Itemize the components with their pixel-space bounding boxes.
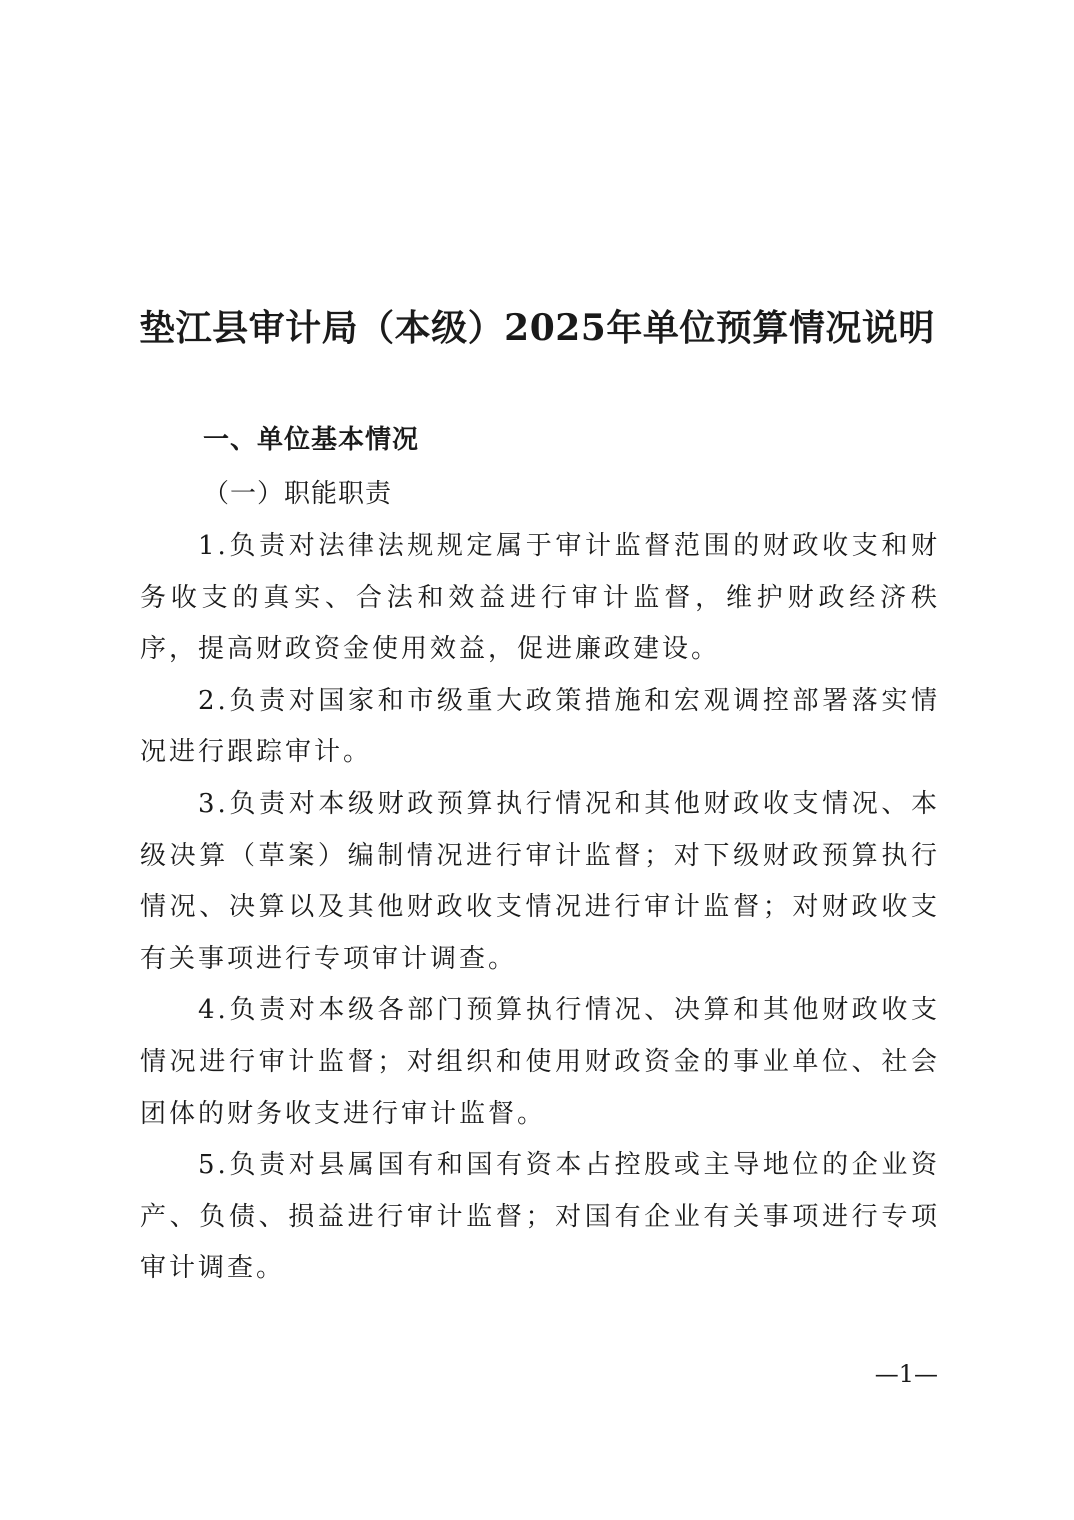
paragraph-5: 5.负责对县属国有和国有资本占控股或主导地位的企业资产、负债、损益进行审计监督；对国有企业有关事项进行专项审计调查。 (140, 1150, 940, 1284)
paragraph-4: 4.负责对本级各部门预算执行情况、决算和其他财政收支情况进行审计监督；对组织和使用财政资金的事业单位、社会团体的财务收支进行审计监督。 (140, 995, 940, 1129)
paragraph-3: 3.负责对本级财政预算执行情况和其他财政收支情况、本级决算（草案）编制情况进行审计监督；对下级财政预算执行情况、决算以及其他财政收支情况进行审计监督；对财政收支有关事项进行专项审计调查。 (140, 788, 940, 974)
paragraph-1: 1.负责对法律法规规定属于审计监督范围的财政收支和财务收支的真实、合法和效益进行审计监督，维护财政经济秩序，提高财政资金使用效益，促进廉政建设。 (140, 531, 940, 665)
page-number: —1— (874, 1360, 938, 1388)
section-heading: 一、单位基本情况 (203, 425, 420, 455)
document-body (140, 521, 940, 1295)
subsection-heading: （一）职能职责 (203, 479, 393, 509)
document-title: 垫江县审计局（本级）2025年单位预算情况说明 (139, 307, 935, 349)
paragraph-2: 2.负责对国家和市级重大政策措施和宏观调控部署落实情况进行跟踪审计。 (140, 685, 940, 768)
